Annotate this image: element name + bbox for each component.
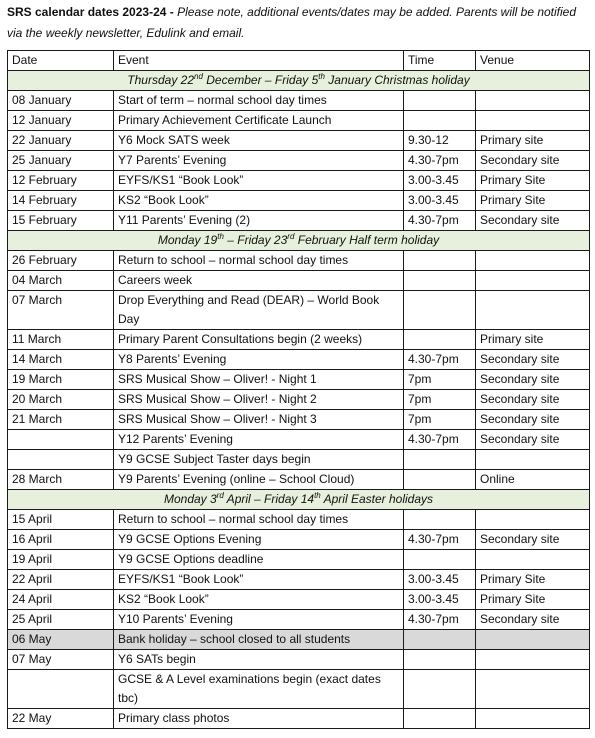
table-row	[8, 370, 590, 390]
event-cell: Bank holiday – school closed to all students	[114, 630, 404, 650]
venue-cell: Secondary site	[476, 610, 590, 630]
header-venue: Venue	[476, 51, 590, 71]
event-cell: SRS Musical Show – Oliver! - Night 3	[114, 410, 404, 430]
table-row	[8, 350, 590, 370]
holiday-cell: Monday 19th – Friday 23rd February Half term holiday	[8, 231, 590, 251]
event-cell: SRS Musical Show – Oliver! - Night 2	[114, 390, 404, 410]
venue-cell: Primary Site	[476, 570, 590, 590]
event-cell: Y9 GCSE Options deadline	[114, 550, 404, 570]
event-cell: Drop Everything and Read (DEAR) – World Book Day	[114, 291, 404, 330]
date-cell: 22 April	[8, 570, 114, 590]
event-cell: Primary class photos	[114, 709, 404, 729]
table-row	[8, 191, 590, 211]
date-cell: 25 April	[8, 610, 114, 630]
date-cell: 12 February	[8, 171, 114, 191]
date-cell: 20 March	[8, 390, 114, 410]
header-event: Event	[114, 51, 404, 71]
time-cell: 3.00-3.45	[404, 590, 476, 610]
time-cell: 3.00-3.45	[404, 570, 476, 590]
time-cell: 4.30-7pm	[404, 610, 476, 630]
table-header-row	[8, 51, 590, 71]
date-cell	[8, 670, 114, 709]
date-cell: 19 April	[8, 550, 114, 570]
date-cell: 24 April	[8, 590, 114, 610]
table-row	[8, 271, 590, 291]
event-cell: EYFS/KS1 “Book Look”	[114, 171, 404, 191]
event-cell: Y6 SATs begin	[114, 650, 404, 670]
time-cell	[404, 450, 476, 470]
time-cell: 9.30-12	[404, 131, 476, 151]
event-cell: KS2 “Book Look”	[114, 590, 404, 610]
event-cell: Y7 Parents’ Evening	[114, 151, 404, 171]
time-cell	[404, 709, 476, 729]
time-cell: 3.00-3.45	[404, 171, 476, 191]
date-cell: 07 May	[8, 650, 114, 670]
time-cell	[404, 550, 476, 570]
date-cell: 22 January	[8, 131, 114, 151]
time-cell: 4.30-7pm	[404, 350, 476, 370]
intro-note: Please note, additional events/dates may be added. Parents will be notified via the weekly newsletter, Edulink and email.	[7, 5, 577, 40]
date-cell: 14 March	[8, 350, 114, 370]
time-cell: 7pm	[404, 410, 476, 430]
event-cell: Y10 Parents’ Evening	[114, 610, 404, 630]
venue-cell: Primary site	[476, 330, 590, 350]
table-row	[8, 670, 590, 709]
venue-cell	[476, 510, 590, 530]
table-row	[8, 530, 590, 550]
event-cell: Start of term – normal school day times	[114, 91, 404, 111]
venue-cell: Primary Site	[476, 590, 590, 610]
event-cell: KS2 “Book Look”	[114, 191, 404, 211]
date-cell: 22 May	[8, 709, 114, 729]
table-row	[8, 709, 590, 729]
event-cell: Y9 GCSE Subject Taster days begin	[114, 450, 404, 470]
time-cell: 4.30-7pm	[404, 151, 476, 171]
date-cell: 12 January	[8, 111, 114, 131]
venue-cell	[476, 111, 590, 131]
event-cell: Y12 Parents’ Evening	[114, 430, 404, 450]
time-cell	[404, 251, 476, 271]
table-row	[8, 470, 590, 490]
date-cell	[8, 430, 114, 450]
venue-cell: Secondary site	[476, 211, 590, 231]
event-cell: Y8 Parents’ Evening	[114, 350, 404, 370]
event-cell: Return to school – normal school day times	[114, 251, 404, 271]
table-row	[8, 510, 590, 530]
venue-cell: Secondary site	[476, 410, 590, 430]
venue-cell: Online	[476, 470, 590, 490]
calendar-table	[7, 50, 590, 729]
time-cell: 4.30-7pm	[404, 530, 476, 550]
event-cell: SRS Musical Show – Oliver! - Night 1	[114, 370, 404, 390]
venue-cell: Secondary site	[476, 151, 590, 171]
time-cell: 3.00-3.45	[404, 191, 476, 211]
venue-cell	[476, 251, 590, 271]
event-cell: Primary Parent Consultations begin (2 weeks)	[114, 330, 404, 350]
date-cell: 04 March	[8, 271, 114, 291]
date-cell: 25 January	[8, 151, 114, 171]
date-cell: 06 May	[8, 630, 114, 650]
header-date: Date	[8, 51, 114, 71]
event-cell: Careers week	[114, 271, 404, 291]
holiday-cell: Monday 3rd April – Friday 14th April Easter holidays	[8, 490, 590, 510]
event-cell: Return to school – normal school day times	[114, 510, 404, 530]
date-cell: 16 April	[8, 530, 114, 550]
date-cell: 21 March	[8, 410, 114, 430]
date-cell	[8, 450, 114, 470]
table-row	[8, 111, 590, 131]
date-cell: 14 February	[8, 191, 114, 211]
table-row	[8, 450, 590, 470]
table-row	[8, 91, 590, 111]
date-cell: 19 March	[8, 370, 114, 390]
time-cell: 7pm	[404, 370, 476, 390]
venue-cell	[476, 550, 590, 570]
event-cell: Primary Achievement Certificate Launch	[114, 111, 404, 131]
holiday-cell: Thursday 22nd December – Friday 5th January Christmas holiday	[8, 71, 590, 91]
bank-holiday-row	[8, 630, 590, 650]
venue-cell: Secondary site	[476, 430, 590, 450]
table-row	[8, 211, 590, 231]
time-cell	[404, 291, 476, 330]
table-row	[8, 650, 590, 670]
venue-cell	[476, 670, 590, 709]
venue-cell	[476, 630, 590, 650]
venue-cell	[476, 709, 590, 729]
event-cell: Y9 Parents’ Evening (online – School Cloud)	[114, 470, 404, 490]
table-row	[8, 131, 590, 151]
venue-cell: Secondary site	[476, 530, 590, 550]
venue-cell: Primary site	[476, 131, 590, 151]
venue-cell: Primary Site	[476, 171, 590, 191]
table-row	[8, 610, 590, 630]
venue-cell: Secondary site	[476, 390, 590, 410]
time-cell	[404, 470, 476, 490]
time-cell: 7pm	[404, 390, 476, 410]
venue-cell: Primary Site	[476, 191, 590, 211]
event-cell: Y9 GCSE Options Evening	[114, 530, 404, 550]
venue-cell: Secondary site	[476, 370, 590, 390]
time-cell	[404, 111, 476, 131]
date-cell: 07 March	[8, 291, 114, 330]
time-cell: 4.30-7pm	[404, 430, 476, 450]
table-row	[8, 590, 590, 610]
date-cell: 15 February	[8, 211, 114, 231]
venue-cell	[476, 91, 590, 111]
date-cell: 26 February	[8, 251, 114, 271]
time-cell	[404, 630, 476, 650]
holiday-row-christmas	[8, 71, 590, 91]
table-row	[8, 430, 590, 450]
event-cell: EYFS/KS1 “Book Look”	[114, 570, 404, 590]
time-cell	[404, 330, 476, 350]
table-row	[8, 291, 590, 330]
venue-cell	[476, 650, 590, 670]
venue-cell: Secondary site	[476, 350, 590, 370]
time-cell: 4.30-7pm	[404, 211, 476, 231]
table-row	[8, 151, 590, 171]
table-row	[8, 410, 590, 430]
time-cell	[404, 510, 476, 530]
header-time: Time	[404, 51, 476, 71]
time-cell	[404, 271, 476, 291]
document-title: SRS calendar dates 2023-24 -	[7, 5, 174, 19]
date-cell: 08 January	[8, 91, 114, 111]
table-row	[8, 330, 590, 350]
table-row	[8, 251, 590, 271]
venue-cell	[476, 271, 590, 291]
time-cell	[404, 650, 476, 670]
holiday-row-half-term	[8, 231, 590, 251]
time-cell	[404, 670, 476, 709]
table-row	[8, 390, 590, 410]
event-cell: Y6 Mock SATS week	[114, 131, 404, 151]
event-cell: Y11 Parents’ Evening (2)	[114, 211, 404, 231]
table-row	[8, 171, 590, 191]
table-row	[8, 550, 590, 570]
event-cell: GCSE & A Level examinations begin (exact dates tbc)	[114, 670, 404, 709]
date-cell: 11 March	[8, 330, 114, 350]
holiday-row-easter	[8, 490, 590, 510]
venue-cell	[476, 450, 590, 470]
venue-cell	[476, 291, 590, 330]
table-row	[8, 570, 590, 590]
time-cell	[404, 91, 476, 111]
date-cell: 15 April	[8, 510, 114, 530]
intro-paragraph	[7, 2, 589, 44]
date-cell: 28 March	[8, 470, 114, 490]
